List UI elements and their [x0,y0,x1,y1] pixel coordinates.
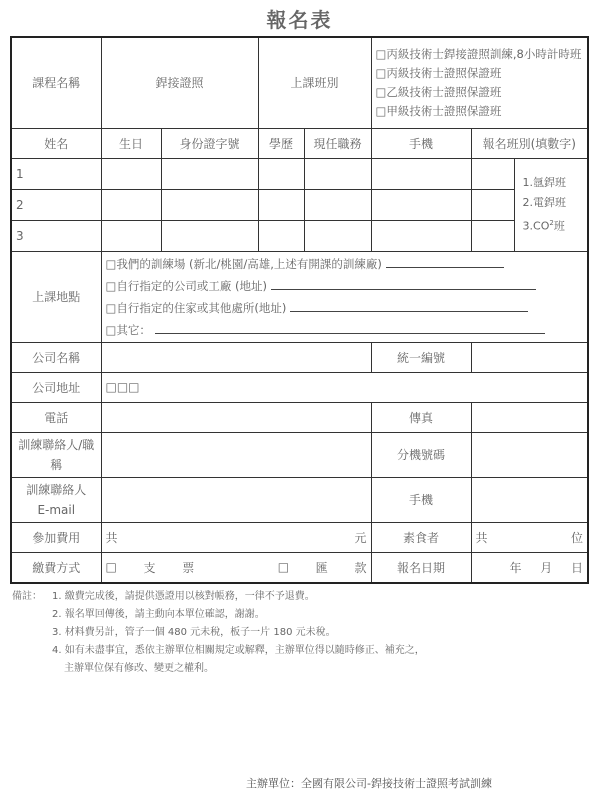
notes-label: 備註： [12,591,42,602]
remit-label-2: 款 [354,560,367,575]
birthday-field[interactable] [101,158,161,189]
class-type-label: 上課班別 [258,37,371,128]
location-option-training-site[interactable]: □我們的訓練場 (新北/桃園/高雄,上述有開課的訓練廠) [106,253,584,275]
row-number: 3 [11,220,101,251]
payment-method-options [101,552,371,583]
header-birthday: 生日 [101,128,161,158]
class-choice-arc: 2.電銲班 [522,195,567,209]
class-number-field[interactable] [471,189,514,220]
location-options [101,251,588,342]
payment-method-label: 繳費方式 [11,552,101,583]
class-option-b-level[interactable]: □乙級技術士證照保證班 [375,84,502,99]
fax-label: 傳真 [371,402,471,432]
fee-field[interactable]: 共 元 [101,522,371,552]
education-field[interactable] [258,158,304,189]
course-name-label: 課程名稱 [11,37,101,128]
cheque-label-2: 票 [182,560,195,575]
contact-mobile-label: 手機 [371,477,471,522]
notes-section [12,588,587,678]
header-class-number: 報名班別(填數字) [471,128,588,158]
class-number-field[interactable] [471,220,514,251]
fax-field[interactable] [471,402,588,432]
extension-label: 分機號碼 [371,432,471,477]
contact-mobile-field[interactable] [471,477,588,522]
education-field[interactable] [258,189,304,220]
location-option-company[interactable]: □自行指定的公司或工廠 (地址) [106,275,584,297]
location-label: 上課地點 [11,251,101,342]
location-option-other[interactable]: □其它： [106,319,584,341]
note-item: 1. 繳費完成後，請提供憑證用以核對帳務，一律不予退費。 [52,591,315,602]
registration-date-field[interactable]: 年 月 日 [471,552,588,583]
cheque-checkbox[interactable]: □ [105,560,117,575]
vegetarian-label: 素食者 [371,522,471,552]
note-item: 4. 如有未盡事宜，悉依主辦單位相關規定或解釋，主辦單位得以隨時修正、補充之， [52,645,425,656]
note-item: 2. 報名單回傳後，請主動向本單位確認，謝謝。 [52,609,265,620]
location-option-home[interactable]: □自行指定的住家或其他處所(地址) [106,297,584,319]
birthday-field[interactable] [101,220,161,251]
tax-id-field[interactable] [471,342,588,372]
form-title: 報名表 [266,8,333,32]
phone-label: 電話 [11,402,101,432]
row-number: 2 [11,189,101,220]
class-option-c-level[interactable]: □丙級技術士證照保證班 [375,65,502,80]
class-choice-argon: 1.氬銲班 [522,175,567,189]
extension-field[interactable] [471,432,588,477]
id-number-field[interactable] [161,158,258,189]
remit-checkbox[interactable]: □ [277,560,290,575]
vegetarian-field[interactable]: 共 位 [471,522,588,552]
remit-label-1: 匯 [315,560,328,575]
id-number-field[interactable] [161,189,258,220]
class-choice-legend [514,158,588,251]
mobile-field[interactable] [371,158,471,189]
header-id-number: 身份證字號 [161,128,258,158]
mobile-field[interactable] [371,220,471,251]
company-address-label: 公司地址 [11,372,101,402]
header-education: 學歷 [258,128,304,158]
mobile-field[interactable] [371,189,471,220]
position-field[interactable] [304,158,371,189]
phone-field[interactable] [101,402,371,432]
cheque-label-1: 支 [143,560,156,575]
course-name-value: 銲接證照 [101,37,258,128]
company-address-field[interactable]: □□□ [101,372,588,402]
class-option-a-level[interactable]: □甲級技術士證照保證班 [375,103,502,118]
class-number-field[interactable] [471,158,514,189]
position-field[interactable] [304,220,371,251]
registration-date-label: 報名日期 [371,552,471,583]
class-option-hourly[interactable]: □丙級技術士銲接證照訓練,8小時計時班 [375,46,582,61]
class-type-options [371,37,588,128]
company-name-label: 公司名稱 [11,342,101,372]
contact-email-field[interactable] [101,477,371,522]
row-number: 1 [11,158,101,189]
tax-id-label: 統一編號 [371,342,471,372]
id-number-field[interactable] [161,220,258,251]
organizer-footer: 主辦單位：全國有限公司-銲接技術士證照考試訓練 [246,777,492,790]
position-field[interactable] [304,189,371,220]
registration-form-table [10,36,589,584]
contact-email-label: 訓練聯絡人 E-mail [11,477,101,522]
header-position: 現任職務 [304,128,371,158]
company-name-field[interactable] [101,342,371,372]
contact-title-field[interactable] [101,432,371,477]
fee-label: 參加費用 [11,522,101,552]
birthday-field[interactable] [101,189,161,220]
header-name: 姓名 [11,128,101,158]
class-choice-co2: $3.CO^2$班 [522,218,565,233]
note-item: 主辦單位保有修改、變更之權利。 [64,663,214,674]
header-mobile: 手機 [371,128,471,158]
note-item: 3. 材料費另計，管子一個 480 元未稅，板子一片 180 元未稅。 [52,627,336,638]
education-field[interactable] [258,220,304,251]
contact-title-label: 訓練聯絡人/職稱 [11,432,101,477]
